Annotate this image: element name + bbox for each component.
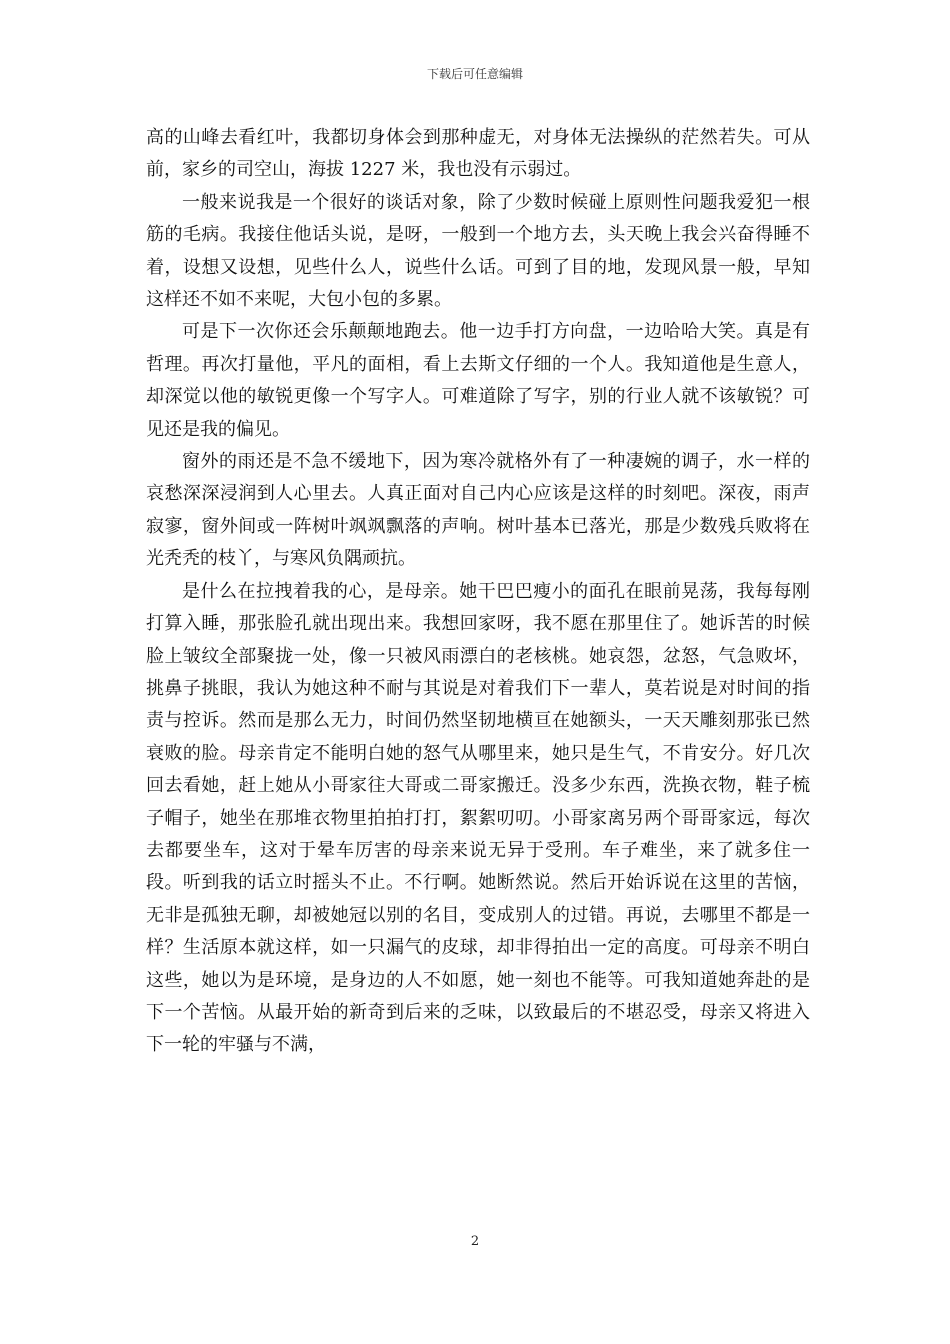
paragraph-3: 可是下一次你还会乐颠颠地跑去。他一边手打方向盘，一边哈哈大笑。真是有哲理。再次打量他，平凡的面相，看上去斯文仔细的一个人。我知道他是生意人，却深觉以他的敏锐更像一个写字人。可难道除了写字，别的行业人就不该敏锐？可见还是我的偏见。 (146, 321, 810, 440)
paragraph-4: 窗外的雨还是不急不缓地下，因为寒冷就格外有了一种凄婉的调子，水一样的哀愁深深浸润到人心里去。人真正面对自己内心应该是这样的时刻吧。深夜，雨声寂寥，窗外间或一阵树叶飒飒飘落的声响。树叶基本已落光，那是少数残兵败将在光秃秃的枝丫，与寒风负隅顽抗。 (146, 451, 810, 570)
body-text (146, 122, 810, 1062)
page-number: 2 (470, 1234, 480, 1249)
paragraph-1: 高的山峰去看红叶，我都切身体会到那种虚无，对身体无法操纵的茫然若失。可从前，家乡的司空山，海拔 1227 米，我也没有示弱过。 (146, 127, 810, 181)
paragraph-5: 是什么在拉拽着我的心，是母亲。她干巴巴瘦小的面孔在眼前晃荡，我每每刚打算入睡，那张脸孔就出现出来。我想回家呀，我不愿在那里住了。她诉苦的时候脸上皱纹全部聚拢一处，像一只被风雨漂白的老核桃。她哀怨，忿怒，气急败坏，挑鼻子挑眼，我认为她这种不耐与其说是对着我们下一辈人，莫若说是对时间的指责与控诉。然而是那么无力，时间仍然坚韧地横亘在她额头，一天天雕刻那张已然衰败的脸。母亲肯定不能明白她的怒气从哪里来，她只是生气，不肯安分。好几次回去看她，赶上她从小哥家往大哥或二哥家搬迁。没多少东西，洗换衣物，鞋子梳子帽子，她坐在那堆衣物里拍拍打打，絮絮叨叨。小哥家离另两个哥哥家远，每次去都要坐车，这对于晕车厉害的母亲来说无异于受刑。车子难坐，来了就多住一段。听到我的话立时摇头不止。不行啊。她断然说。然后开始诉说在这里的苦恼，无非是孤独无聊，却被她冠以别的名目，变成别人的过错。再说，去哪里不都是一样？生活原本就这样，如一只漏气的皮球，却非得拍出一定的高度。可母亲不明白这些，她以为是环境，是身边的人不如愿，她一刻也不能等。可我知道她奔赴的是下一个苦恼。从最开始的新奇到后来的乏味，以致最后的不堪忍受，母亲又将进入下一轮的牢骚与不满， (146, 580, 810, 1056)
page-header: 下载后可任意编辑 (426, 67, 523, 81)
paragraph-2: 一般来说我是一个很好的谈话对象，除了少数时候碰上原则性问题我爱犯一根筋的毛病。我接住他话头说，是呀，一般到一个地方去，头天晚上我会兴奋得睡不着，设想又设想，见些什么人，说些什么话。可到了目的地，发现风景一般，早知这样还不如不来呢，大包小包的多累。 (146, 191, 810, 311)
